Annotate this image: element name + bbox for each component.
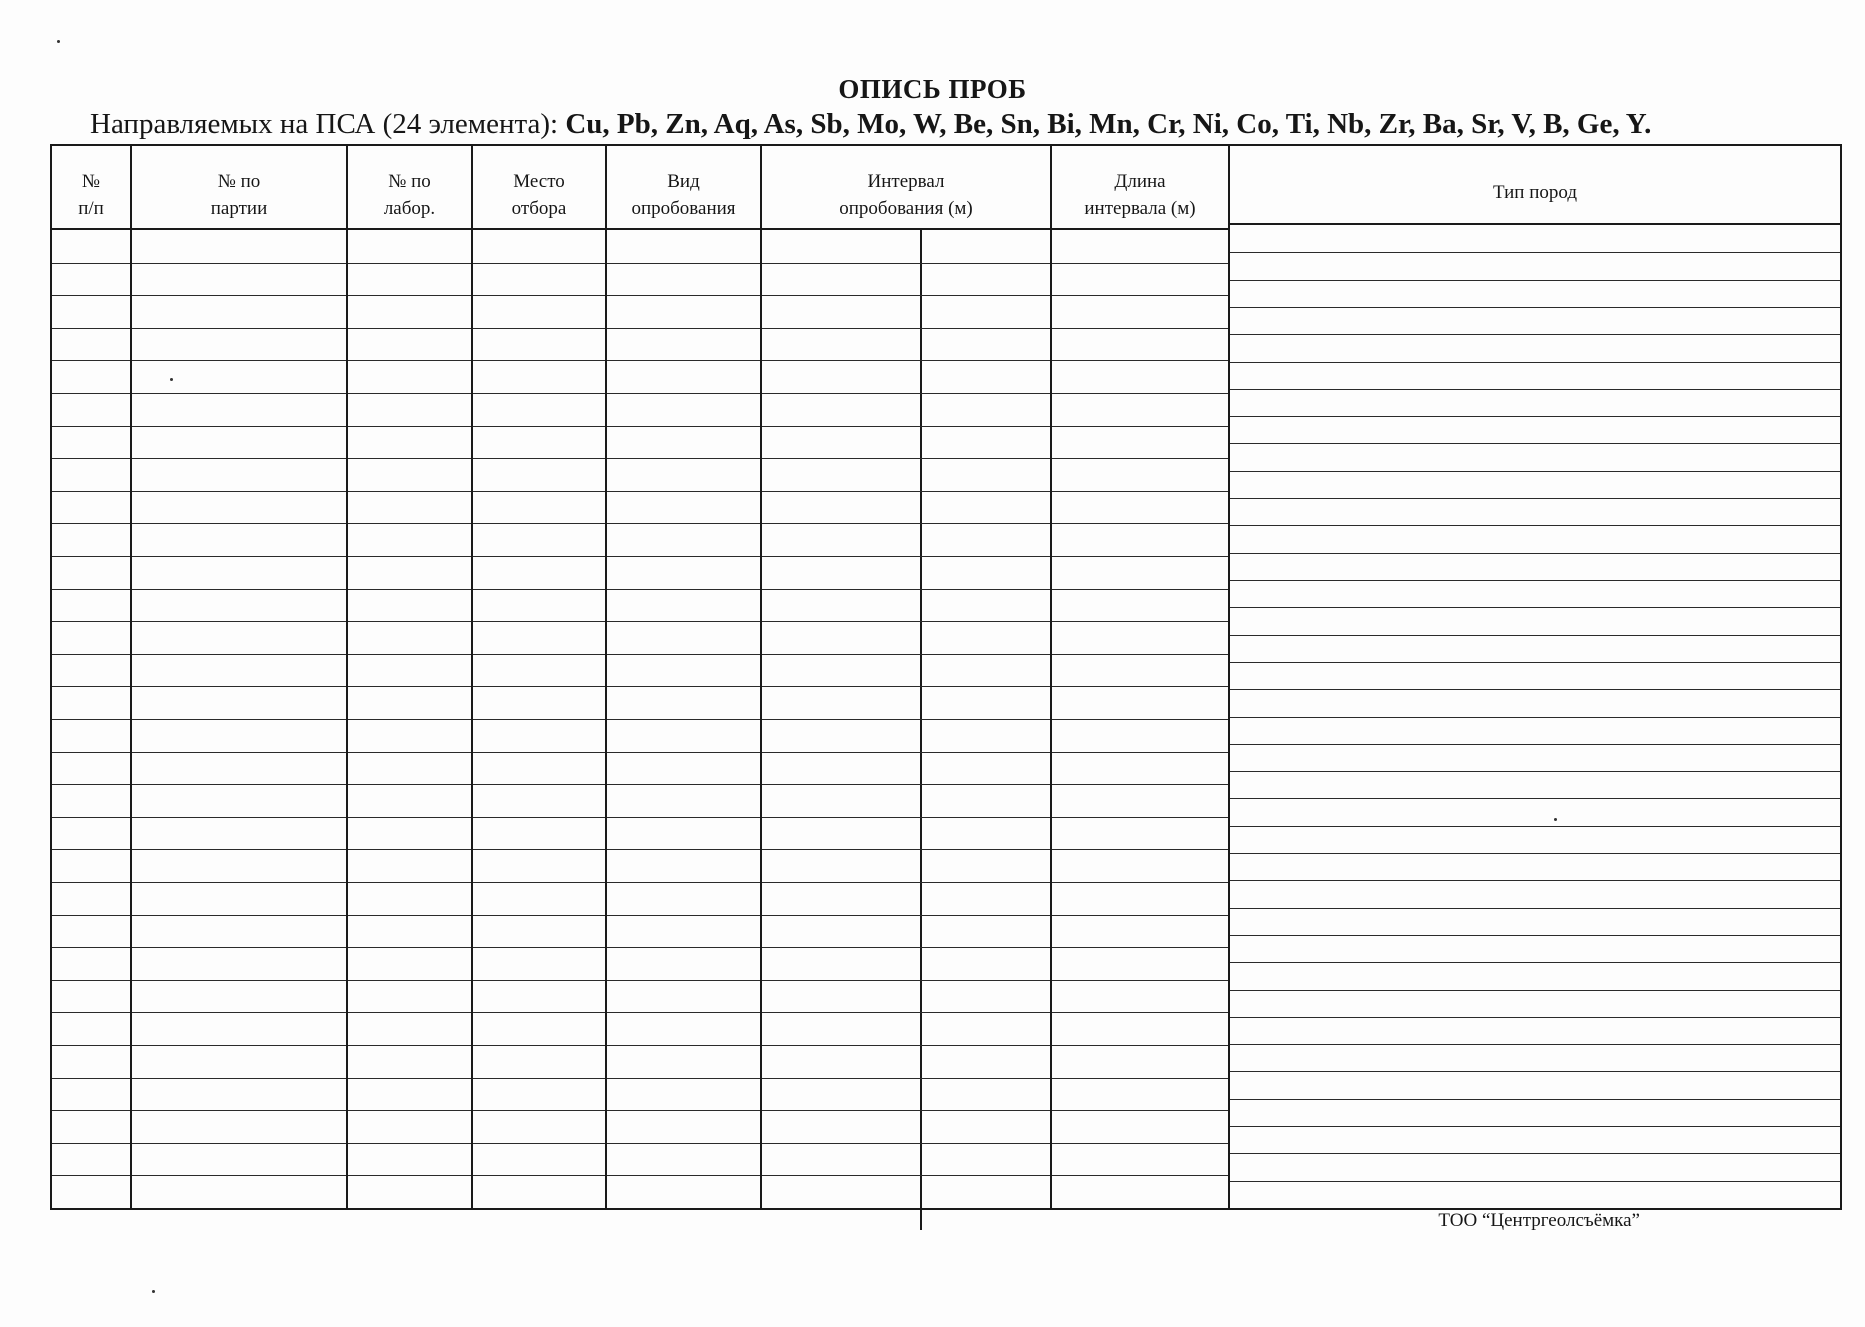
row-rule — [1230, 553, 1840, 554]
row-rule — [348, 491, 471, 492]
row-rule — [762, 491, 1050, 492]
row-rule — [762, 1045, 1050, 1046]
row-rule — [1230, 798, 1840, 799]
row-rule — [762, 654, 1050, 655]
row-rule — [1052, 491, 1228, 492]
row-rule — [762, 784, 1050, 785]
row-rule — [607, 295, 760, 296]
row-rule — [132, 523, 346, 524]
row-rule — [1230, 635, 1840, 636]
row-rule — [132, 1175, 346, 1176]
row-rule — [348, 393, 471, 394]
row-rule — [348, 523, 471, 524]
row-rule — [762, 1143, 1050, 1144]
document-title: ОПИСЬ ПРОБ — [838, 74, 1027, 104]
header-row-number: № п/п — [52, 146, 130, 230]
row-rule — [1230, 580, 1840, 581]
row-rule — [52, 915, 130, 916]
row-rule — [132, 1078, 346, 1079]
row-rule — [762, 947, 1050, 948]
row-rule — [52, 1078, 130, 1079]
row-rule — [132, 686, 346, 687]
row-rule — [132, 947, 346, 948]
row-rule — [52, 621, 130, 622]
row-rule — [1052, 817, 1228, 818]
row-rule — [607, 1045, 760, 1046]
row-rule — [52, 1012, 130, 1013]
row-rule — [1052, 784, 1228, 785]
row-rule — [473, 947, 605, 948]
row-rule — [762, 426, 1050, 427]
row-rule — [348, 1045, 471, 1046]
row-rule — [762, 1175, 1050, 1176]
row-rule — [762, 556, 1050, 557]
row-rule — [1230, 1099, 1840, 1100]
row-rule — [607, 621, 760, 622]
row-rule — [132, 1012, 346, 1013]
row-rule — [762, 686, 1050, 687]
row-rule — [132, 589, 346, 590]
row-rule — [132, 752, 346, 753]
row-rule — [132, 849, 346, 850]
row-rule — [1230, 1153, 1840, 1154]
row-rule — [1052, 947, 1228, 948]
column-lab-number — [348, 146, 473, 1208]
row-rule — [1052, 426, 1228, 427]
row-rule — [348, 426, 471, 427]
row-rule — [1230, 362, 1840, 363]
row-rule — [52, 556, 130, 557]
element-list: Cu, Pb, Zn, Aq, As, Sb, Mo, W, Be, Sn, Bi, Mn, Cr, Ni, Co, Ti, Nb, Zr, Ba, Sr, V, B, Ge, Y. — [565, 108, 1652, 140]
row-rule — [1052, 589, 1228, 590]
row-rule — [52, 849, 130, 850]
header-sampling-interval: Интервал опробования (м) — [762, 146, 1050, 230]
row-rule — [1230, 334, 1840, 335]
row-rule — [1230, 471, 1840, 472]
row-rule — [762, 295, 1050, 296]
row-rule — [607, 784, 760, 785]
row-rule — [1230, 853, 1840, 854]
row-rule — [348, 915, 471, 916]
row-rule — [1230, 416, 1840, 417]
row-rule — [52, 686, 130, 687]
row-rule — [132, 621, 346, 622]
row-rule — [762, 263, 1050, 264]
row-rule — [473, 784, 605, 785]
row-rule — [348, 1078, 471, 1079]
row-rule — [607, 882, 760, 883]
row-rule — [1230, 962, 1840, 963]
row-rule — [607, 328, 760, 329]
row-rule — [348, 589, 471, 590]
row-rule — [1230, 990, 1840, 991]
row-rule — [762, 393, 1050, 394]
row-rule — [132, 491, 346, 492]
row-rule — [607, 1012, 760, 1013]
row-rule — [348, 458, 471, 459]
row-rule — [348, 686, 471, 687]
row-rule — [473, 882, 605, 883]
row-rule — [132, 458, 346, 459]
row-rule — [52, 458, 130, 459]
row-rule — [607, 686, 760, 687]
row-rule — [1230, 280, 1840, 281]
row-rule — [1230, 717, 1840, 718]
row-rule — [52, 817, 130, 818]
row-rule — [52, 947, 130, 948]
row-rule — [762, 817, 1050, 818]
row-rule — [762, 915, 1050, 916]
row-rule — [1230, 1126, 1840, 1127]
row-rule — [607, 980, 760, 981]
row-rule — [52, 654, 130, 655]
row-rule — [473, 980, 605, 981]
row-rule — [1230, 1071, 1840, 1072]
column-interval-length — [1052, 146, 1230, 1208]
row-rule — [132, 393, 346, 394]
header-sampling-type: Вид опробования — [607, 146, 760, 230]
row-rule — [473, 328, 605, 329]
row-rule — [1052, 360, 1228, 361]
row-rule — [132, 360, 346, 361]
scan-speck — [152, 1290, 155, 1293]
row-rule — [1052, 915, 1228, 916]
row-rule — [1052, 980, 1228, 981]
row-rule — [762, 752, 1050, 753]
row-rule — [1230, 498, 1840, 499]
row-rule — [473, 1078, 605, 1079]
row-rule — [473, 360, 605, 361]
row-rule — [1052, 1143, 1228, 1144]
row-rule — [473, 458, 605, 459]
row-rule — [132, 1110, 346, 1111]
column-party-number — [132, 146, 348, 1208]
row-rule — [473, 295, 605, 296]
row-rule — [762, 980, 1050, 981]
row-rule — [52, 752, 130, 753]
row-rule — [132, 328, 346, 329]
column-sampling-interval — [762, 146, 1052, 1208]
row-rule — [1052, 621, 1228, 622]
row-rule — [607, 849, 760, 850]
row-rule — [52, 882, 130, 883]
row-rule — [132, 263, 346, 264]
document-subtitle — [90, 108, 1651, 141]
header-interval-length: Длина интервала (м) — [1052, 146, 1228, 230]
row-rule — [132, 654, 346, 655]
row-rule — [348, 882, 471, 883]
row-rule — [607, 719, 760, 720]
row-rule — [1052, 523, 1228, 524]
row-rule — [348, 752, 471, 753]
row-rule — [348, 849, 471, 850]
row-rule — [1230, 252, 1840, 253]
row-rule — [348, 817, 471, 818]
row-rule — [1052, 686, 1228, 687]
column-sampling-type — [607, 146, 762, 1208]
row-rule — [132, 719, 346, 720]
row-rule — [1230, 1017, 1840, 1018]
row-rule — [607, 1110, 760, 1111]
row-rule — [132, 556, 346, 557]
column-sampling-place — [473, 146, 607, 1208]
row-rule — [473, 915, 605, 916]
subtitle-prefix: Направляемых на ПСА (24 элемента): — [90, 108, 566, 140]
row-rule — [762, 589, 1050, 590]
row-rule — [1230, 1044, 1840, 1045]
row-rule — [348, 719, 471, 720]
row-rule — [1052, 752, 1228, 753]
row-rule — [473, 393, 605, 394]
row-rule — [1052, 719, 1228, 720]
row-rule — [607, 491, 760, 492]
row-rule — [1230, 307, 1840, 308]
row-rule — [607, 393, 760, 394]
row-rule — [607, 1078, 760, 1079]
row-rule — [132, 426, 346, 427]
row-rule — [607, 817, 760, 818]
row-rule — [473, 752, 605, 753]
row-rule — [52, 589, 130, 590]
row-rule — [52, 523, 130, 524]
row-rule — [473, 719, 605, 720]
row-rule — [607, 654, 760, 655]
column-rock-type — [1230, 146, 1840, 1208]
row-rule — [52, 1045, 130, 1046]
row-rule — [607, 556, 760, 557]
row-rule — [1230, 1181, 1840, 1182]
row-rule — [473, 491, 605, 492]
row-rule — [1052, 263, 1228, 264]
row-rule — [762, 621, 1050, 622]
row-rule — [52, 1175, 130, 1176]
row-rule — [1052, 458, 1228, 459]
row-rule — [52, 295, 130, 296]
row-rule — [1230, 607, 1840, 608]
row-rule — [473, 654, 605, 655]
row-rule — [132, 784, 346, 785]
row-rule — [607, 263, 760, 264]
row-rule — [1052, 393, 1228, 394]
row-rule — [1230, 744, 1840, 745]
row-rule — [52, 393, 130, 394]
row-rule — [348, 1175, 471, 1176]
row-rule — [348, 1143, 471, 1144]
row-rule — [1052, 1078, 1228, 1079]
row-rule — [607, 360, 760, 361]
row-rule — [348, 263, 471, 264]
row-rule — [762, 1110, 1050, 1111]
row-rule — [1052, 882, 1228, 883]
row-rule — [348, 1012, 471, 1013]
row-rule — [52, 1110, 130, 1111]
row-rule — [52, 426, 130, 427]
row-rule — [52, 784, 130, 785]
row-rule — [1052, 295, 1228, 296]
company-name: ТОО “Центргеолсъёмка” — [1438, 1210, 1640, 1231]
header-sampling-place: Место отбора — [473, 146, 605, 230]
row-rule — [473, 1143, 605, 1144]
row-rule — [1230, 389, 1840, 390]
row-rule — [1230, 935, 1840, 936]
row-rule — [348, 360, 471, 361]
row-rule — [762, 328, 1050, 329]
sample-inventory-table — [50, 144, 1842, 1210]
row-rule — [132, 915, 346, 916]
row-rule — [762, 1012, 1050, 1013]
row-rule — [348, 621, 471, 622]
row-rule — [473, 556, 605, 557]
row-rule — [762, 360, 1050, 361]
row-rule — [473, 817, 605, 818]
row-rule — [607, 589, 760, 590]
row-rule — [607, 915, 760, 916]
row-rule — [473, 263, 605, 264]
row-rule — [1052, 1175, 1228, 1176]
row-rule — [607, 752, 760, 753]
row-rule — [348, 556, 471, 557]
row-rule — [1052, 1012, 1228, 1013]
row-rule — [473, 1110, 605, 1111]
row-rule — [762, 719, 1050, 720]
row-rule — [473, 849, 605, 850]
row-rule — [1052, 1045, 1228, 1046]
row-rule — [348, 1110, 471, 1111]
row-rule — [52, 980, 130, 981]
row-rule — [1052, 849, 1228, 850]
scan-speck — [170, 378, 173, 381]
row-rule — [762, 458, 1050, 459]
row-rule — [348, 980, 471, 981]
row-rule — [132, 882, 346, 883]
row-rule — [1230, 908, 1840, 909]
row-rule — [473, 621, 605, 622]
row-rule — [1230, 771, 1840, 772]
row-rule — [1230, 662, 1840, 663]
row-rule — [473, 523, 605, 524]
row-rule — [1230, 689, 1840, 690]
row-rule — [52, 1143, 130, 1144]
row-rule — [473, 1175, 605, 1176]
row-rule — [52, 491, 130, 492]
header-lab-number: № по лабор. — [348, 146, 471, 230]
row-rule — [473, 686, 605, 687]
row-rule — [348, 947, 471, 948]
row-rule — [1052, 654, 1228, 655]
row-rule — [1052, 556, 1228, 557]
row-rule — [1230, 826, 1840, 827]
row-rule — [348, 295, 471, 296]
row-rule — [473, 1012, 605, 1013]
row-rule — [607, 1175, 760, 1176]
row-rule — [607, 426, 760, 427]
row-rule — [607, 458, 760, 459]
column-row-number — [52, 146, 132, 1208]
row-rule — [132, 295, 346, 296]
row-rule — [1230, 880, 1840, 881]
row-rule — [607, 947, 760, 948]
row-rule — [52, 719, 130, 720]
row-rule — [1230, 525, 1840, 526]
row-rule — [52, 263, 130, 264]
row-rule — [1230, 443, 1840, 444]
row-rule — [762, 523, 1050, 524]
row-rule — [132, 817, 346, 818]
row-rule — [607, 1143, 760, 1144]
header-rock-type: Тип пород — [1230, 146, 1840, 225]
row-rule — [132, 980, 346, 981]
row-rule — [762, 849, 1050, 850]
row-rule — [473, 1045, 605, 1046]
scan-speck — [57, 40, 60, 43]
row-rule — [348, 784, 471, 785]
row-rule — [762, 882, 1050, 883]
row-rule — [762, 1078, 1050, 1079]
row-rule — [1052, 1110, 1228, 1111]
scan-speck — [1554, 818, 1557, 821]
row-rule — [473, 426, 605, 427]
row-rule — [52, 328, 130, 329]
row-rule — [1052, 328, 1228, 329]
interval-subcolumn-divider — [920, 230, 922, 1230]
row-rule — [132, 1045, 346, 1046]
row-rule — [132, 1143, 346, 1144]
row-rule — [348, 328, 471, 329]
row-rule — [348, 654, 471, 655]
row-rule — [607, 523, 760, 524]
row-rule — [473, 589, 605, 590]
row-rule — [52, 360, 130, 361]
header-party-number: № по партии — [132, 146, 346, 230]
